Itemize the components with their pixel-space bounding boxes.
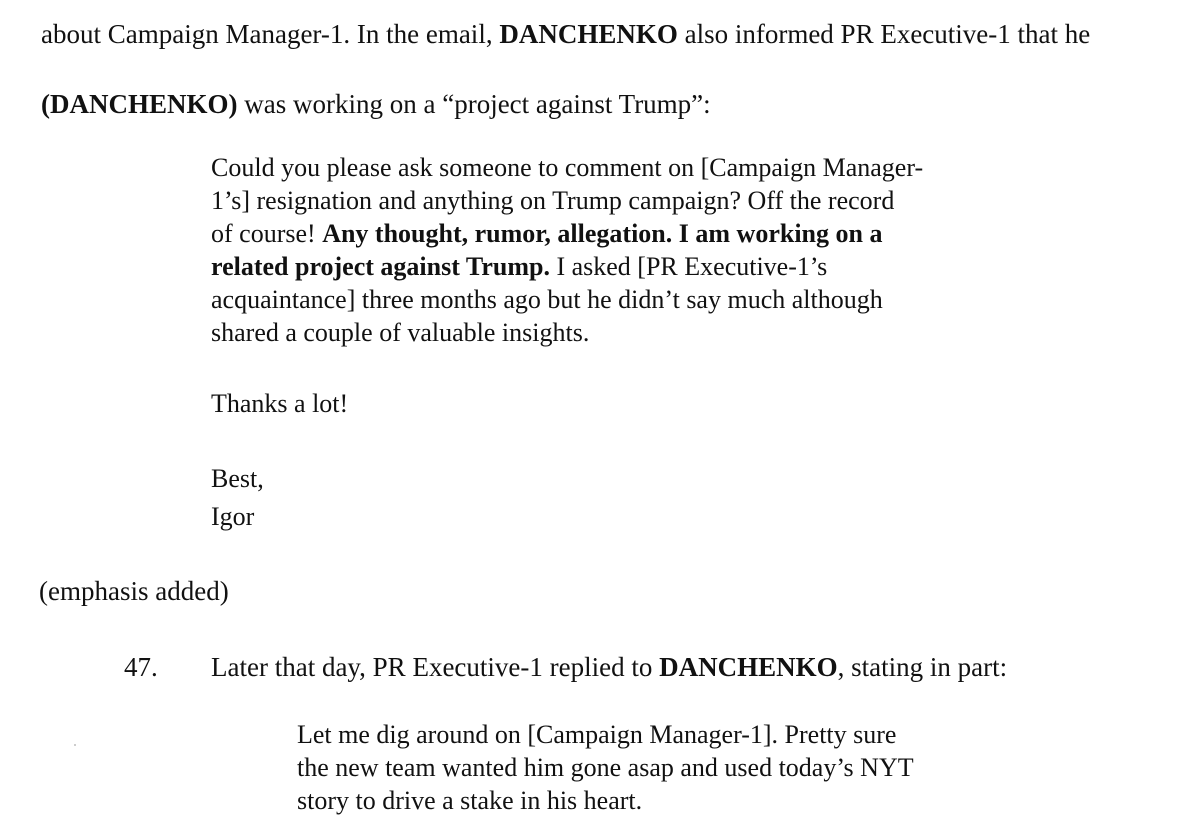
paragraph-47-text-a: Later that day, PR Executive-1 replied to xyxy=(211,652,660,682)
intro-line-1-text-c: also informed PR Executive-1 that he xyxy=(677,19,1091,49)
email-quote-line-1 xyxy=(211,151,988,184)
reply-quote-line-3 xyxy=(297,784,642,817)
reply-quote-line-1-text: Let me dig around on [Campaign Manager-1]. Pretty sure xyxy=(297,720,897,749)
reply-quote-line-2-text: the new team wanted him gone asap and used today’s NYT xyxy=(297,753,914,782)
intro-line-1 xyxy=(41,17,1161,51)
intro-line-2-name: (DANCHENKO) xyxy=(41,89,238,119)
intro-line-2 xyxy=(41,87,711,121)
emphasis-note xyxy=(39,574,229,608)
email-quote-line-4-text: I asked [PR Executive-1’s xyxy=(549,252,828,281)
paragraph-number xyxy=(124,650,158,684)
email-quote-line-6-text: shared a couple of valuable insights. xyxy=(211,318,590,347)
email-signoff xyxy=(211,462,264,495)
paragraph-47-text-c: , stating in part: xyxy=(837,652,1008,682)
emphasis-note-text: (emphasis added) xyxy=(39,576,229,606)
email-quote-line-4-emphasis: related project against Trump. xyxy=(211,252,550,281)
email-quote-line-2-text: 1’s] resignation and anything on Trump campaign? Off the record xyxy=(211,186,895,215)
reply-quote-line-3-text: story to drive a stake in his heart. xyxy=(297,786,643,815)
scan-speck xyxy=(74,744,76,746)
paragraph-47-line xyxy=(211,650,1007,684)
email-quote-line-6 xyxy=(211,316,589,349)
intro-line-1-text-a: about Campaign Manager-1. In the email, xyxy=(41,19,500,49)
email-quote-line-3-text: of course! xyxy=(211,219,323,248)
email-quote-line-1-text: Could you please ask someone to comment on [Campaign Manager- xyxy=(211,153,924,182)
email-quote-line-3-emphasis: Any thought, rumor, allegation. I am working on a xyxy=(322,219,883,248)
reply-quote-line-2 xyxy=(297,751,914,784)
intro-line-1-name: DANCHENKO xyxy=(499,19,678,49)
reply-quote-line-1 xyxy=(297,718,896,751)
email-quote-line-5 xyxy=(211,283,883,316)
paragraph-47-name: DANCHENKO xyxy=(659,652,838,682)
email-quote-line-3 xyxy=(211,217,882,250)
email-signature-name xyxy=(211,500,254,533)
email-thanks xyxy=(211,387,348,420)
email-thanks-text: Thanks a lot! xyxy=(211,389,349,418)
email-quote-line-2 xyxy=(211,184,894,217)
email-quote-line-5-text: acquaintance] three months ago but he didn’t say much although xyxy=(211,285,883,314)
paragraph-number-text: 47. xyxy=(124,652,158,682)
email-signature-name-text: Igor xyxy=(211,502,255,531)
email-signoff-text: Best, xyxy=(211,464,264,493)
intro-line-2-text: was working on a “project against Trump”: xyxy=(237,89,711,119)
email-quote-line-4 xyxy=(211,250,827,283)
